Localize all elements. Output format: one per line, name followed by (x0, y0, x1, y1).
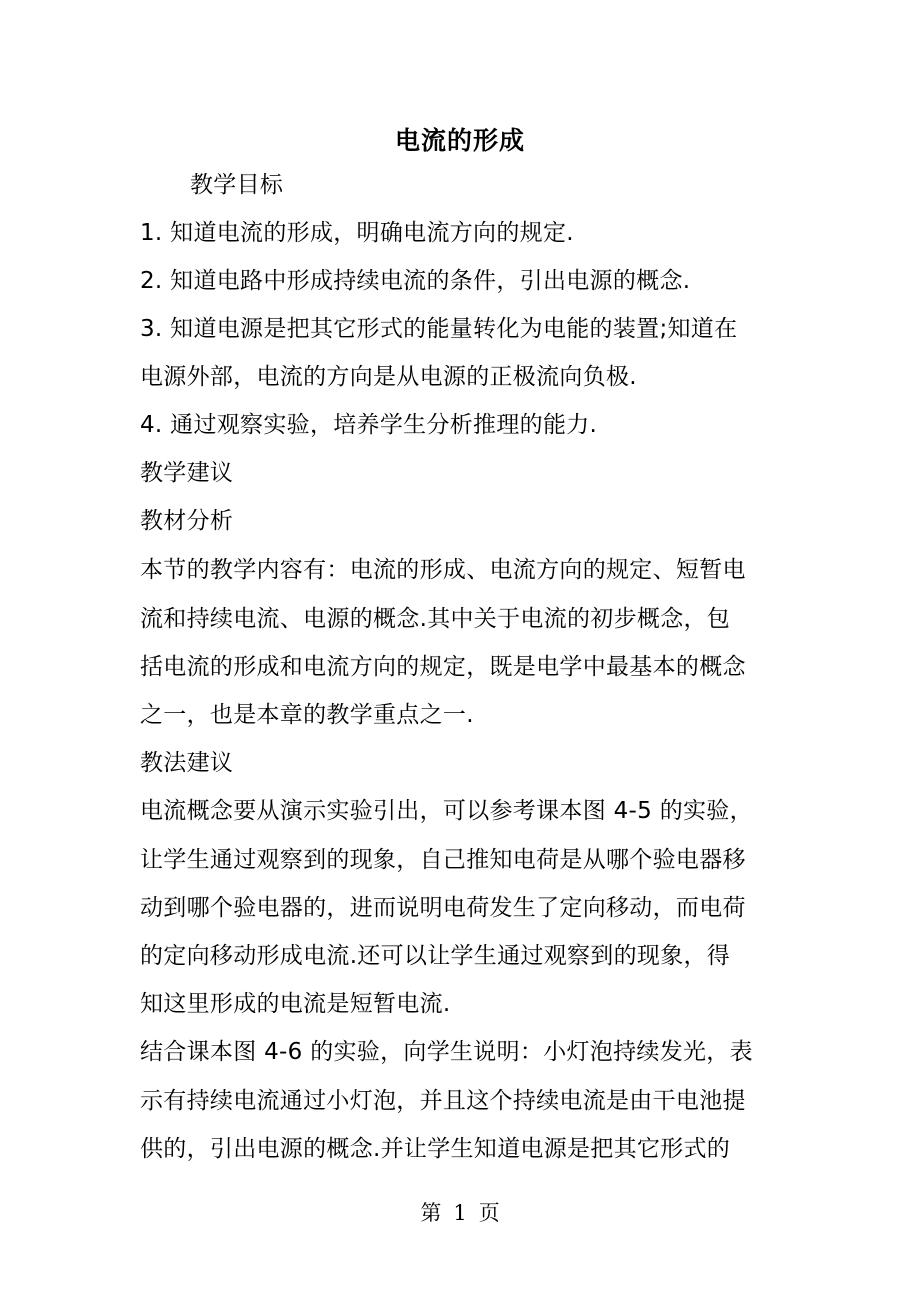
footer-prefix: 第 (420, 1201, 442, 1225)
heading-material-analysis: 教材分析 (140, 508, 234, 534)
goal-item-3: 3. 知道电源是把其它形式的能量转化为电能的装置;知道在 (140, 316, 738, 342)
paragraph-line: 电流概念要从演示实验引出，可以参考课本图 4-5 的实验， (140, 798, 753, 824)
paragraph-line: 之一，也是本章的教学重点之一. (140, 702, 474, 728)
heading-teaching-goals: 教学目标 (190, 172, 284, 198)
paragraph-line: 的定向移动形成电流.还可以让学生通过观察到的现象，得 (140, 943, 731, 969)
paragraph-line: 结合课本图 4-6 的实验，向学生说明：小灯泡持续发光，表 (140, 1039, 753, 1065)
goal-item-1: 1. 知道电流的形成，明确电流方向的规定. (140, 220, 574, 246)
heading-teaching-suggestions: 教学建议 (140, 460, 234, 486)
paragraph-line: 本节的教学内容有：电流的形成、电流方向的规定、短暂电 (140, 557, 746, 583)
paragraph-line: 动到哪个验电器的，进而说明电荷发生了定向移动，而电荷 (140, 895, 746, 921)
paragraph-line: 示有持续电流通过小灯泡，并且这个持续电流是由干电池提 (140, 1088, 746, 1114)
footer-suffix: 页 (478, 1201, 500, 1225)
goal-item-4: 4. 通过观察实验，培养学生分析推理的能力. (140, 412, 598, 438)
page-number: 1 (453, 1201, 467, 1225)
page-footer (0, 1197, 920, 1227)
paragraph-line: 知这里形成的电流是短暂电流. (140, 991, 451, 1017)
document-title: 电流的形成 (394, 126, 525, 155)
paragraph-line: 供的，引出电源的概念.并让学生知道电源是把其它形式的 (140, 1136, 731, 1162)
paragraph-line: 让学生通过观察到的现象，自己推知电荷是从哪个验电器移 (140, 847, 746, 873)
paragraph-line: 括电流的形成和电流方向的规定，既是电学中最基本的概念 (140, 654, 746, 680)
paragraph-line: 流和持续电流、电源的概念.其中关于电流的初步概念，包 (140, 606, 731, 632)
heading-method-suggestions: 教法建议 (140, 750, 234, 776)
goal-item-3-continued: 电源外部，电流的方向是从电源的正极流向负极. (140, 364, 637, 390)
goal-item-2: 2. 知道电路中形成持续电流的条件，引出电源的概念. (140, 268, 691, 294)
